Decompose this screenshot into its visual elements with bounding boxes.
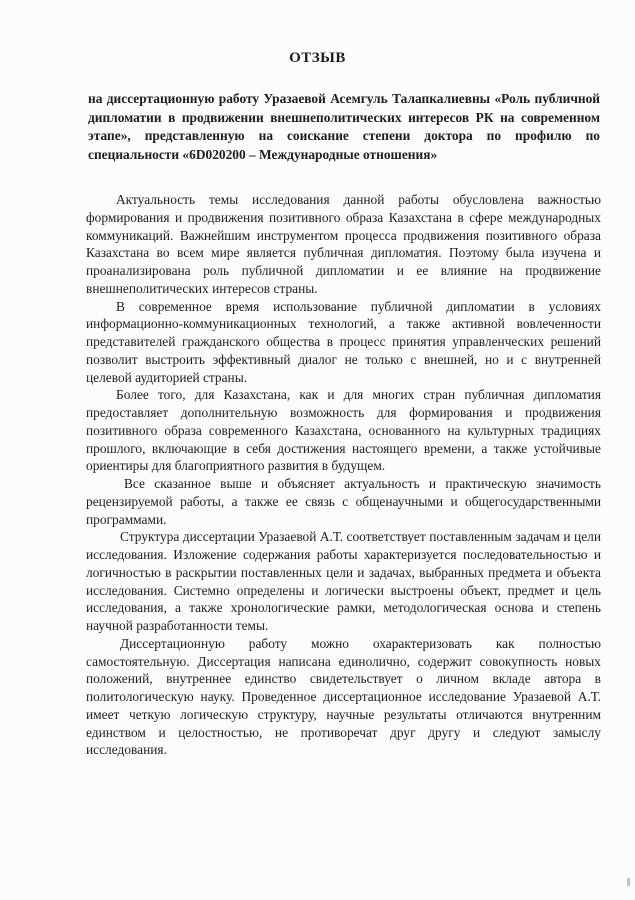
document-subtitle: на диссертационную работу Уразаевой Асемгуль Талапкалиевны «Роль публичной дипломатии в продвижении внешнеполитических интересов РК на современном этапе», представленную на соискание степени доктора по профилю по специальности «6D020200 – Международные отношения» (88, 91, 600, 162)
paragraph-relevance: Актуальность темы исследования данной работы обусловлена важностью формирования и продвижения позитивного образа Казахстана в сфере международных коммуникаций. Важнейшим инструментом процесса продвижения позитивного образа Казахстана во всем мире является публичная дипломатия. Поэтому была изучена и проанализирована роль публичной дипломатии и ее влияние на продвижение внешнеполитических интересов страны. (86, 192, 601, 296)
paragraph-structure: Структура диссертации Уразаевой А.Т. соответствует поставленным задачам и цели исследования. Изложение содержания работы характеризуется последовательностью и логичностью в раскрытии поставленных цели и задачах, выбранных предмета и объекта исследования. Системно определены и логически выстроены объект, предмет и цель исследования, а также хронологические рамки, методологическая основа и степень научной разработанности темы. (86, 529, 601, 633)
paragraph-independence: Диссертационную работу можно охарактеризовать как полностью самостоятельную. Диссертация написана единолично, содержит совокупность новых положений, внутреннее единство свидетельствует о личном вкладе автора в политологическую науку. Проведенное диссертационное исследование Уразаевой А.Т. имеет четкую логическую структуру, научные результаты отличаются внутренним единством и целостностью, не противоречат друг другу и следуют замыслу исследования. (86, 635, 601, 758)
paragraph-modern-times: В современное время использование публичной дипломатии в условиях информационно-коммуникационных технологий, а также активной вовлеченности представителей гражданского общества в процесс принятия управленческих решений позволит выстроить эффективный диалог не только с внешней, но и с внутренней целевой аудиторией страны. (86, 298, 601, 385)
paragraph-significance: Все сказанное выше и объясняет актуальность и практическую значимость рецензируемой работы, а также ее связь с общенаучными и общегосударственными программами. (86, 476, 601, 527)
scan-edge-mark (627, 878, 630, 886)
document-body (86, 191, 601, 759)
document-title: ОТЗЫВ (289, 50, 346, 66)
paragraph-kazakhstan-image: Более того, для Казахстана, как и для многих стран публичная дипломатия предоставляет дополнительную возможность для формирования и продвижения позитивного образа современного Казахстана, основанного на культурных традициях прошлого, включающие в себя достижения настоящего времени, а также устойчивые ориентиры для благоприятного развития в будущем. (86, 387, 601, 474)
